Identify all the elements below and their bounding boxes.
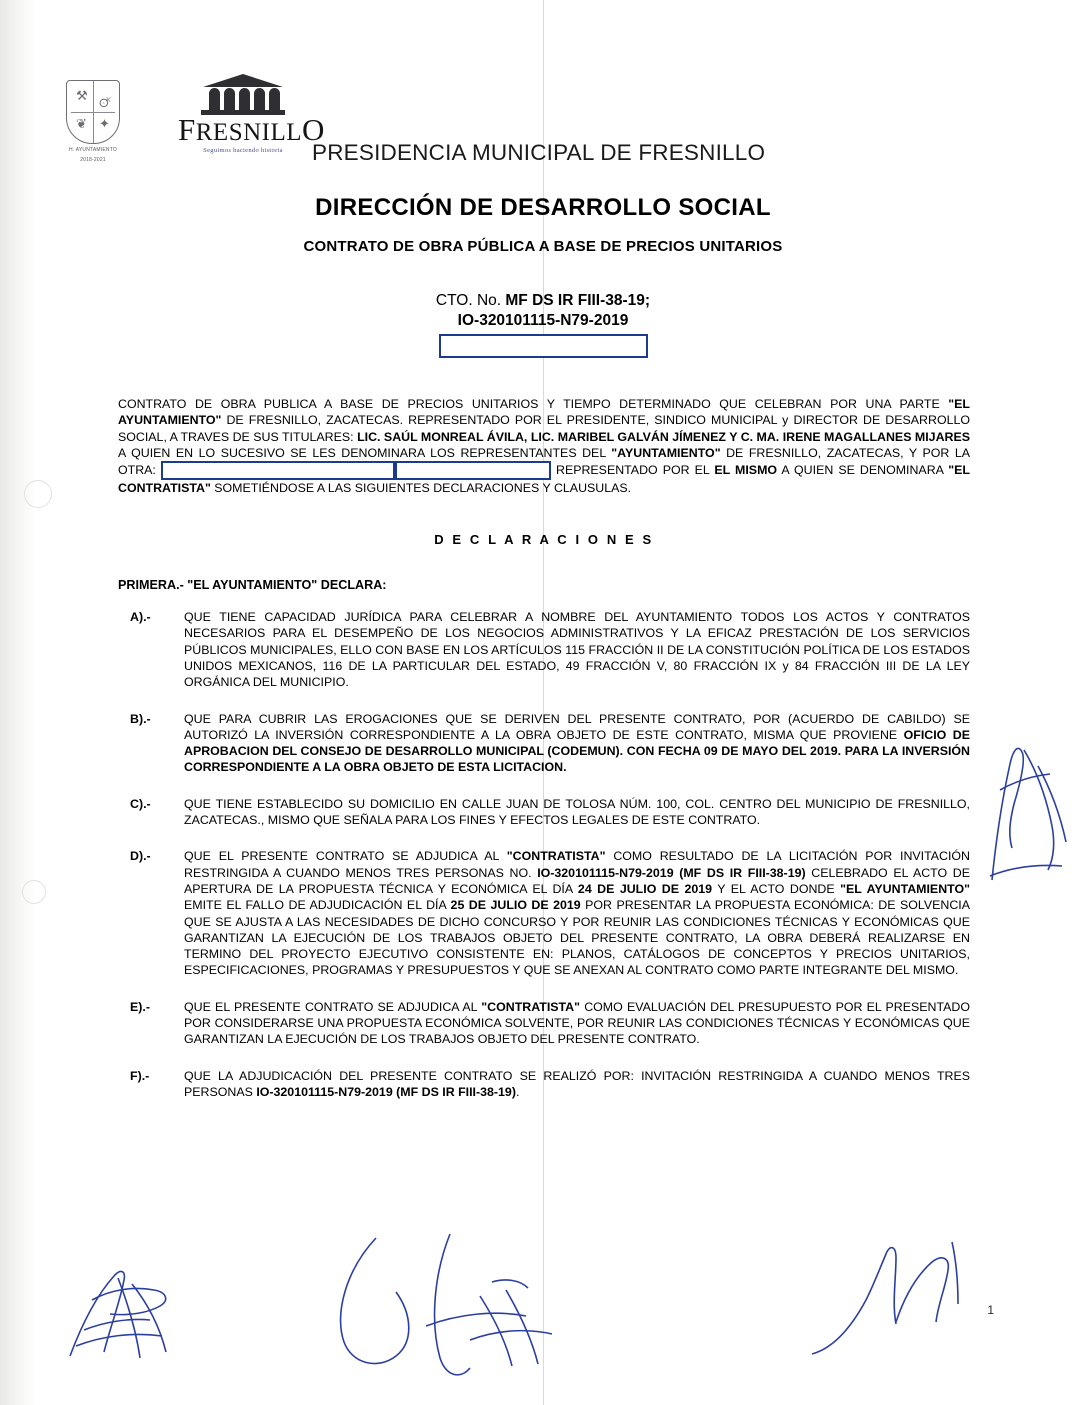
declaration-d-seg-2: "CONTRATISTA" xyxy=(506,849,606,864)
signature-bottom-right xyxy=(800,1230,1000,1370)
letterhead xyxy=(0,62,1086,182)
declaration-d-seg-6: 24 DE JULIO DE 2019 xyxy=(577,881,713,896)
declaration-e-seg-3: COMO EVALUACIÓN DEL PRESUPUESTO POR EL PRESENTADO POR CONSIDERARSE UNA PROPUESTA ECONÓMICA SOLVENTE, POR REUNIR LAS CONDICIONES TÉCNICAS Y ECONÓMICAS QUE GARANTIZAN LA EJECUCIÓN DE LOS TRABAJOS OBJETO DEL PRESENTE CONTRATO. xyxy=(184,999,970,1047)
preamble-party-2: "AYUNTAMIENTO" xyxy=(611,445,721,460)
preamble-text-6: A QUIEN SE DENOMINARA xyxy=(777,462,949,477)
declaration-label-b: B).- xyxy=(130,711,151,726)
declaration-b-plain: QUE PARA CUBRIR LAS EROGACIONES QUE SE DERIVEN DEL PRESENTE CONTRATO, POR (ACUERDO DE CABILDO) SE AUTORIZÓ LA INVERSIÓN CORRESPONDIENTE A LA OBRA OBJETO DE ESTE CONTRATO, MISMA QUE PROVIENE xyxy=(184,711,970,742)
declaration-text-c: QUE TIENE ESTABLECIDO SU DOMICILIO EN CALLE JUAN DE TOLOSA NÚM. 100, COL. CENTRO DEL MUNICIPIO DE FRESNILLO, ZACATECAS., MISMO QUE SEÑALA PARA LOS FINES Y EFECTOS LEGALES DE ESTE CONTRATO. xyxy=(184,796,970,828)
preamble-officials-2: MARIBEL GALVÁN JÍMENEZ Y C. MA. IRENE MAGALLANES MIJARES xyxy=(557,429,971,444)
scan-hole-bottom xyxy=(22,880,46,904)
declaration-label-d: D).- xyxy=(130,849,151,864)
direction-title: DIRECCIÓN DE DESARROLLO SOCIAL xyxy=(315,194,771,221)
declaration-d-seg-4: IO-320101115-N79-2019 (MF DS IR FIII-38-19) xyxy=(537,865,806,880)
wordmark-text xyxy=(178,112,325,147)
declaration-f-seg-2: IO-320101115-N79-2019 (MF DS IR FIII-38-19) xyxy=(256,1084,516,1099)
building-arch-2 xyxy=(224,88,235,110)
preamble-party-3: "EL CONTRATISTA" xyxy=(118,462,970,496)
declaration-label-a: A).- xyxy=(130,610,151,625)
wordmark-final: O xyxy=(302,112,325,147)
building-roof-shape xyxy=(203,74,283,87)
cto-number-value: MF DS IR FIII-38-19; xyxy=(505,292,651,309)
building-icon xyxy=(195,72,291,116)
declarations-heading: D E C L A R A C I O N E S xyxy=(434,532,654,548)
crest-caption-line-1: H. AYUNTAMIENTO xyxy=(68,147,117,153)
building-arch-4 xyxy=(254,88,265,110)
preamble-text-5b: EL MISMO xyxy=(714,462,778,477)
declaration-d-seg-8: "EL AYUNTAMIENTO" xyxy=(840,881,970,896)
redaction-box-contractor-id xyxy=(395,461,551,480)
institution-title: PRESIDENCIA MUNICIPAL DE FRESNILLO xyxy=(312,140,766,165)
declaration-item-c xyxy=(118,796,970,829)
building-base-shape xyxy=(201,110,285,115)
signature-bottom-center xyxy=(330,1230,620,1380)
declaration-b-bold: OFICIO DE APROBACION DEL CONSEJO DE DESARROLLO MUNICIPAL (CODEMUN). CON FECHA 09 DE MAYO DEL 2019. PARA LA INVERSIÓN CORRESPONDIENTE A LA OBRA OBJETO DE ESTA LICITACION. xyxy=(184,727,970,775)
preamble-paragraph xyxy=(118,396,970,496)
wordmark-body: RESNILL xyxy=(195,119,303,146)
preamble-text-7: SOMETIÉNDOSE A LAS SIGUIENTES DECLARACIONES Y CLAUSULAS. xyxy=(210,481,632,496)
declaration-label-e: E).- xyxy=(130,999,150,1014)
declaration-text-e xyxy=(184,999,970,1048)
contract-number-line-1 xyxy=(0,292,1086,310)
declaration-item-a xyxy=(118,609,970,690)
crest-quadrant-4: ✦ xyxy=(99,117,110,132)
signature-bottom-left xyxy=(62,1260,212,1370)
contract-number-block xyxy=(0,292,1086,358)
building-arch-1 xyxy=(209,88,220,110)
preamble-text-4: DE FRESNILLO, ZACATECAS, Y POR LA OTRA: xyxy=(118,445,970,477)
preamble-party-1: "EL AYUNTAMIENTO" xyxy=(118,397,970,428)
declaration-text-a: QUE TIENE CAPACIDAD JURÍDICA PARA CELEBRAR A NOMBRE DEL AYUNTAMIENTO TODOS LOS ACTOS Y CONTRATOS NECESARIOS PARA EL DESEMPEÑO DE LOS NEGOCIOS ADMINISTRATIVOS Y LA EFICAZ PRESTACIÓN DE LOS SERVICIOS PÚBLICOS MUNICIPALES, ELLO CON BASE EN LOS ARTÍCULOS 115 FRACCIÓN II DE LA CONSTITUCIÓN POLÍTICA DE LOS ESTADOS UNIDOS MEXICANOS, 116 DE LA PARTICULAR DEL ESTADO, 49 FRACCIÓN V, 80 FRACCIÓN IX y 84 FRACCIÓN III DE LA LEY ORGÁNICA DEL MUNICIPIO. xyxy=(184,610,970,690)
declaration-item-b xyxy=(118,711,970,776)
declaration-primera-label: PRIMERA.- "EL AYUNTAMIENTO" DECLARA: xyxy=(118,577,387,592)
declaration-d-seg-3: COMO RESULTADO DE LA LICITACIÓN POR INVITACIÓN RESTRINGIDA A CUANDO MENOS TRES PERSONAS NO. xyxy=(184,849,970,880)
preamble-officials-1: LIC. SAÚL MONREAL ÁVILA, LIC. xyxy=(357,429,555,444)
declaration-d-seg-1: QUE EL PRESENTE CONTRATO SE ADJUDICA AL xyxy=(184,849,507,864)
declaration-f-seg-1: QUE LA ADJUDICACIÓN DEL PRESENTE CONTRATO SE REALIZÓ POR: INVITACIÓN RESTRINGIDA A CUANDO MENOS TRES PERSONAS xyxy=(184,1068,970,1099)
page-number: 1 xyxy=(987,1303,994,1317)
contract-type-subtitle: CONTRATO DE OBRA PÚBLICA A BASE DE PRECIOS UNITARIOS xyxy=(303,238,783,255)
declaration-e-seg-2: "CONTRATISTA" xyxy=(481,999,580,1014)
crest-shield-shape xyxy=(66,80,120,144)
redaction-box-contract xyxy=(439,334,648,358)
declaration-d-seg-5: CELEBRADO EL ACTO DE APERTURA DE LA PROPUESTA TÉCNICA Y ECONÓMICA EL DÍA xyxy=(184,865,971,896)
contract-number-line-2: IO-320101115-N79-2019 xyxy=(457,312,629,329)
declaration-item-e xyxy=(118,999,970,1048)
scan-hole-top xyxy=(24,480,52,508)
fresnillo-wordmark xyxy=(178,72,325,154)
crest-caption-line-2: 2018-2021 xyxy=(80,157,106,163)
building-arch-5 xyxy=(269,88,280,110)
signature-right-top xyxy=(980,730,1080,890)
declaration-item-f xyxy=(118,1068,970,1101)
declaration-f-seg-3: . xyxy=(515,1084,520,1099)
preamble-text-2: DE FRESNILLO, ZACATECAS. REPRESENTADO POR EL PRESIDENTE, SINDICO MUNICIPAL y DIRECTOR DE DESARROLLO SOCIAL, A TRAVES DE SUS TITULARES: xyxy=(118,413,970,444)
crest-quadrant-3: ❦ xyxy=(76,117,87,132)
municipal-crest-icon xyxy=(62,80,124,166)
declaration-label-c: C).- xyxy=(130,796,151,811)
declaration-text-f xyxy=(184,1068,970,1101)
cto-prefix-label: CTO. No. xyxy=(435,292,502,309)
declaration-text-d xyxy=(184,848,970,978)
redaction-box-contractor-name xyxy=(161,461,395,480)
wordmark-initial: F xyxy=(178,112,196,147)
preamble-text-5: REPRESENTADO POR EL xyxy=(550,462,715,477)
declaration-item-d xyxy=(118,848,970,978)
declaration-label-f: F).- xyxy=(130,1068,150,1083)
declaration-text-b xyxy=(184,711,970,776)
declaration-e-seg-1: QUE EL PRESENTE CONTRATO SE ADJUDICA AL xyxy=(184,999,482,1014)
preamble-text-1: CONTRATO DE OBRA PUBLICA A BASE DE PRECIOS UNITARIOS Y TIEMPO DETERMINADO QUE CELEBRAN POR UNA PARTE xyxy=(118,397,949,411)
crest-quadrant-1: ⚒ xyxy=(76,89,88,104)
building-arch-3 xyxy=(239,88,250,110)
crest-quadrant-2: 🜚 xyxy=(99,96,113,111)
wordmark-tagline: Seguimos haciendo historia xyxy=(203,147,283,154)
declaration-d-seg-7: Y EL ACTO DONDE xyxy=(712,881,841,896)
declaration-d-seg-11: POR PRESENTAR LA PROPUESTA ECONÓMICA: DE SOLVENCIA QUE SE AJUSTA A LAS NECESIDADES DE DICHO CONCURSO Y POR REUNIR LAS CONDICIONES TÉCNICAS Y ECONÓMICAS QUE GARANTIZAN LA EJECUCIÓN DE LOS TRABAJOS OBJETO DEL PRESENTE CONTRATO, LA OBRA DEBERÁ REALIZARSE EN TERMINO DEL PROYECTO EJECUTIVO CONSISTENTE EN: PLANOS, CATÁLOGOS DE CONCEPTOS Y PRECIOS UNITARIOS, ESPECIFICACIONES, PROGRAMAS Y PRESUPUESTOS Y QUE SE ANEXAN AL CONTRATO COMO PARTE INTEGRANTE DEL MISMO. xyxy=(184,898,970,978)
declaration-d-seg-10: 25 DE JULIO DE 2019 xyxy=(450,898,581,913)
declaration-d-seg-9: EMITE EL FALLO DE ADJUDICACIÓN EL DÍA xyxy=(184,898,451,913)
preamble-text-3: A QUIEN EN LO SUCESIVO SE LES DENOMINARA LOS REPRESENTANTES DEL xyxy=(118,445,612,460)
document-body xyxy=(118,396,970,1120)
